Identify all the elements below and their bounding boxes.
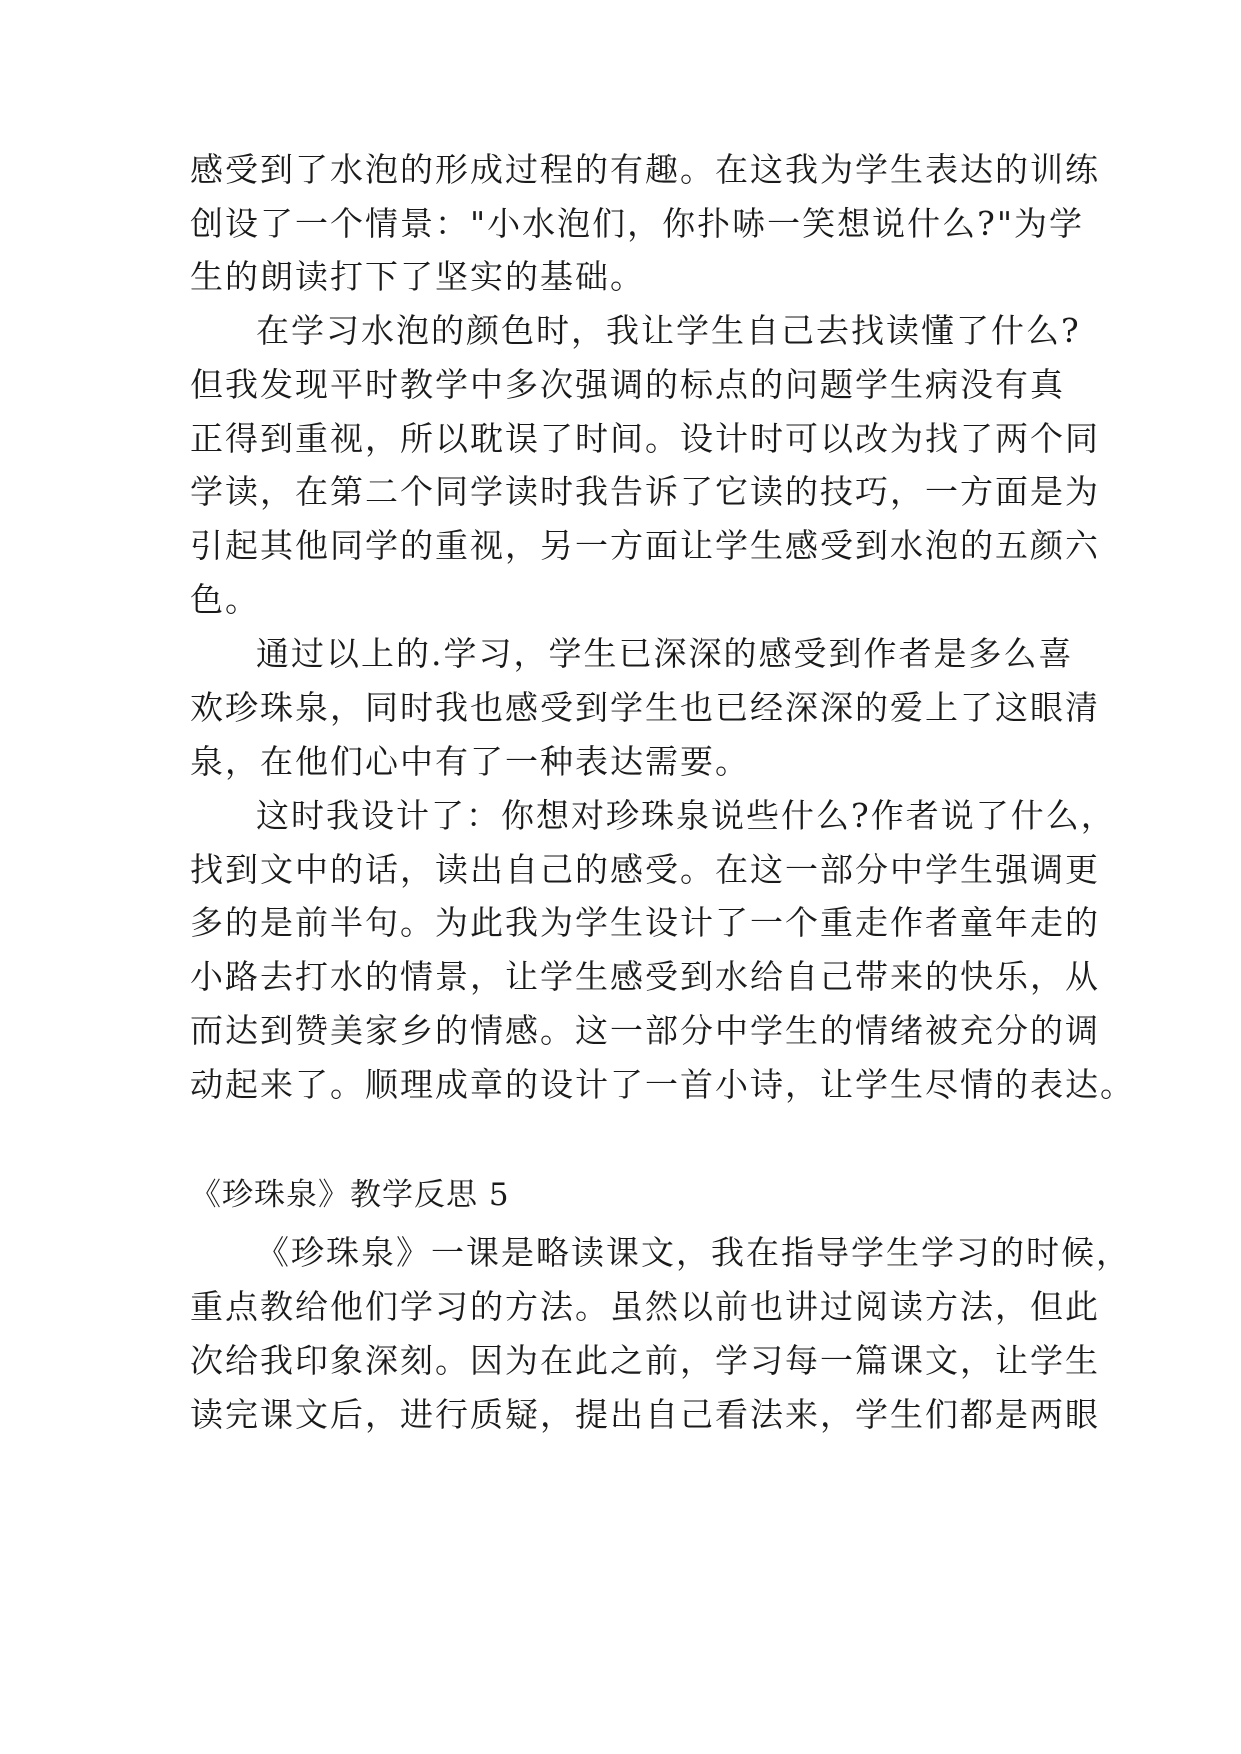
body-line: 这时我设计了：你想对珍珠泉说些什么?作者说了什么， [256, 796, 1116, 835]
section-title: 《珍珠泉》教学反思 5 [190, 1177, 510, 1213]
body-line: 小路去打水的情景，让学生感受到水给自己带来的快乐，从 [190, 957, 1100, 996]
body-line: 多的是前半句。为此我为学生设计了一个重走作者童年走的 [190, 903, 1100, 942]
body-line: 生的朗读打下了坚实的基础。 [190, 257, 645, 296]
body-line: 而达到赞美家乡的情感。这一部分中学生的情绪被充分的调 [190, 1011, 1100, 1050]
body-line: 在学习水泡的颜色时，我让学生自己去找读懂了什么? [256, 311, 1081, 350]
body-line: 重点教给他们学习的方法。虽然以前也讲过阅读方法，但此 [190, 1287, 1100, 1326]
body-line: 通过以上的.学习，学生已深深的感受到作者是多么喜 [256, 634, 1074, 673]
body-line: 引起其他同学的重视，另一方面让学生感受到水泡的五颜六 [190, 526, 1100, 565]
body-line: 动起来了。顺理成章的设计了一首小诗，让学生尽情的表达。 [190, 1065, 1135, 1104]
body-line: 感受到了水泡的形成过程的有趣。在这我为学生表达的训练 [190, 150, 1100, 189]
body-line: 《珍珠泉》一课是略读课文，我在指导学生学习的时候， [256, 1233, 1131, 1272]
body-line: 创设了一个情景："小水泡们，你扑哧一笑想说什么?"为学 [190, 204, 1085, 243]
body-line: 泉，在他们心中有了一种表达需要。 [190, 742, 750, 781]
body-line: 但我发现平时教学中多次强调的标点的问题学生病没有真 [190, 365, 1065, 404]
body-line: 读完课文后，进行质疑，提出自己看法来，学生们都是两眼 [190, 1395, 1100, 1434]
body-line: 学读，在第二个同学读时我告诉了它读的技巧，一方面是为 [190, 472, 1100, 511]
body-line: 色。 [190, 580, 260, 619]
body-line: 正得到重视，所以耽误了时间。设计时可以改为找了两个同 [190, 419, 1100, 458]
body-line: 欢珍珠泉，同时我也感受到学生也已经深深的爱上了这眼清 [190, 688, 1100, 727]
body-line: 找到文中的话，读出自己的感受。在这一部分中学生强调更 [190, 850, 1100, 889]
body-line: 次给我印象深刻。因为在此之前，学习每一篇课文，让学生 [190, 1341, 1100, 1380]
